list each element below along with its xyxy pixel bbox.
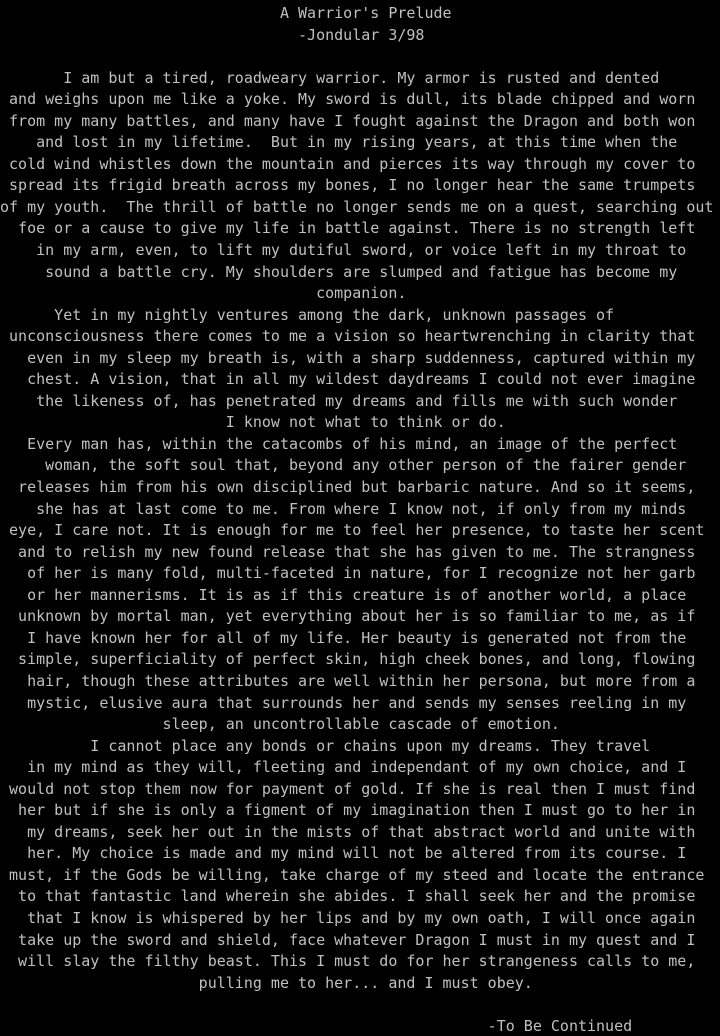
blank-line: [0, 994, 720, 1016]
text-line: I am but a tired, roadweary warrior. My armor is rusted and dented: [0, 68, 660, 87]
text-line: simple, superficiality of perfect skin, high cheek bones, and long, flowing: [0, 650, 696, 669]
text-line: unconsciousness there comes to me a vision so heartwrenching in clarity that: [0, 327, 696, 346]
text-line: my dreams, seek her out in the mists of that abstract world and unite with: [0, 822, 696, 841]
text-line: and to relish my new found release that she has given to me. The strangness: [0, 542, 696, 561]
text-line: Yet in my nightly ventures among the dark, unknown passages of: [0, 305, 615, 324]
text-line: her but if she is only a figment of my imagination then I must go to her in: [0, 801, 696, 820]
text-line: cold wind whistles down the mountain and pierces its way through my cover to: [0, 154, 696, 173]
text-line: I know not what to think or do.: [0, 413, 506, 432]
text-line: even in my sleep my breath is, with a sharp suddenness, captured within my: [0, 348, 696, 367]
text-line: chest. A vision, that in all my wildest daydreams I could not ever imagine: [0, 370, 696, 389]
text-line: take up the sword and shield, face whatever Dragon I must in my quest and I: [0, 930, 696, 949]
text-line: and weighs upon me like a yoke. My sword is dull, its blade chipped and worn: [0, 90, 696, 109]
text-line: I have known her for all of my life. Her beauty is generated not from the: [0, 628, 687, 647]
text-line: that I know is whispered by her lips and by my own oath, I will once again: [0, 908, 696, 927]
text-line: pulling me to her... and I must obey.: [0, 973, 533, 992]
text-line: unknown by mortal man, yet everything about her is so familiar to me, as if: [0, 607, 696, 626]
text-line: would not stop them now for payment of gold. If she is real then I must find: [0, 779, 696, 798]
closing-signature: -To Be Continued: [0, 1016, 633, 1035]
text-line: she has at last come to me. From where I know not, if only from my minds: [0, 499, 687, 518]
text-line: in my mind as they will, fleeting and independant of my own choice, and I: [0, 758, 687, 777]
page-title: A Warrior's Prelude: [0, 4, 452, 22]
text-line: of her is many fold, multi-faceted in nature, for I recognize not her garb: [0, 564, 696, 583]
text-line: sound a battle cry. My shoulders are slumped and fatigue has become my: [0, 262, 678, 281]
text-line: woman, the soft soul that, beyond any other person of the fairer gender: [0, 456, 687, 475]
text-line: or her mannerisms. It is as if this creature is of another world, a place: [0, 585, 687, 604]
text-line: companion.: [0, 284, 407, 303]
text-line: eye, I care not. It is enough for me to feel her presence, to taste her scent: [0, 521, 705, 540]
byline: -Jondular 3/98: [0, 25, 425, 44]
blank-line: [0, 46, 720, 68]
text-line: from my many battles, and many have I fought against the Dragon and both won: [0, 111, 696, 130]
text-line: her. My choice is made and my mind will not be altered from its course. I: [0, 844, 687, 863]
text-line: mystic, elusive aura that surrounds her and sends my senses reeling in my: [0, 693, 687, 712]
text-line: foe or a cause to give my life in battle against. There is no strength left: [0, 219, 696, 238]
text-line: will slay the filthy beast. This I must do for her strangeness calls to me,: [0, 952, 696, 971]
text-line: I cannot place any bonds or chains upon my dreams. They travel: [0, 736, 651, 755]
text-line: the likeness of, has penetrated my dreams and fills me with such wonder: [0, 391, 678, 410]
text-line: to that fantastic land wherein she abides. I shall seek her and the promise: [0, 887, 696, 906]
text-line: must, if the Gods be willing, take charge of my steed and locate the entrance: [0, 865, 705, 884]
text-line: spread its frigid breath across my bones, I no longer hear the same trumpets: [0, 176, 696, 195]
text-line: sleep, an uncontrollable cascade of emotion.: [0, 715, 560, 734]
text-line: releases him from his own disciplined but barbaric nature. And so it seems,: [0, 478, 696, 497]
text-line: Every man has, within the catacombs of his mind, an image of the perfect: [0, 434, 678, 453]
text-line: and lost in my lifetime. But in my rising years, at this time when the: [0, 133, 678, 152]
text-line: in my arm, even, to lift my dutiful sword, or voice left in my throat to: [0, 241, 687, 260]
text-line: of my youth. The thrill of battle no longer sends me on a quest, searching out: [0, 197, 714, 216]
text-line: hair, though these attributes are well within her persona, but more from a: [0, 671, 696, 690]
